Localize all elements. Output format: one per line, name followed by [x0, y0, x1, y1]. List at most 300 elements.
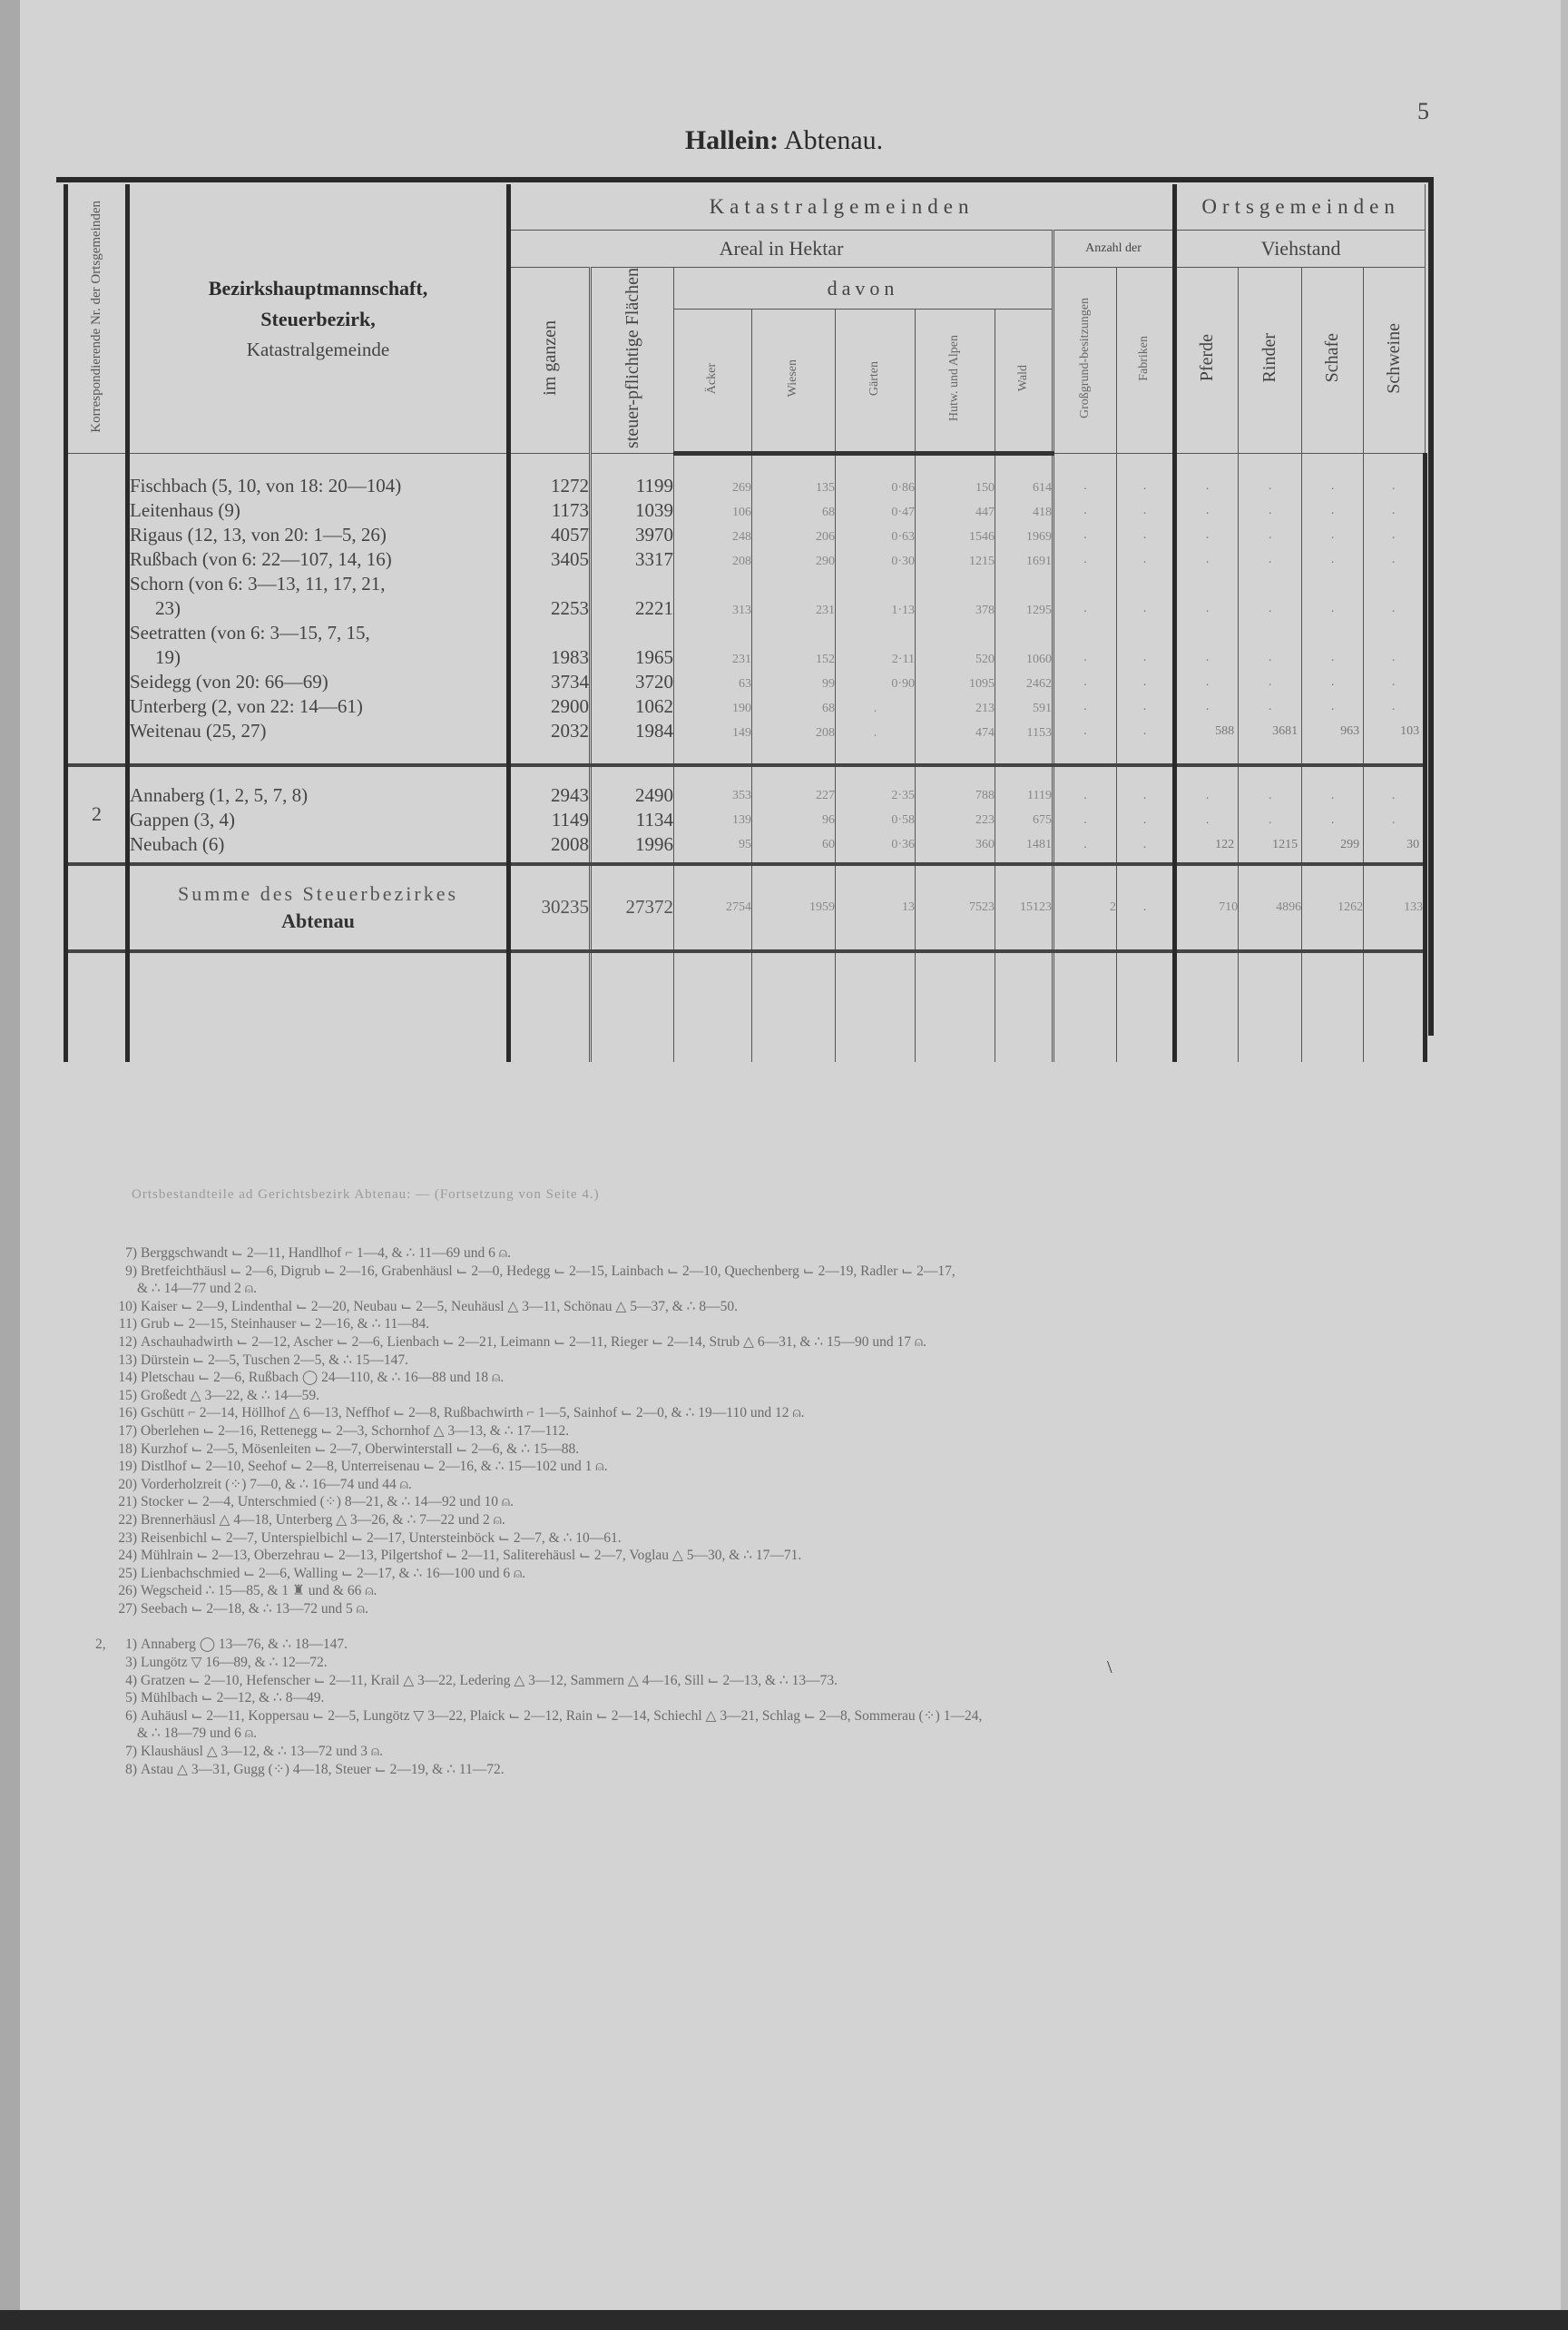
header-rinder: Rinder: [1239, 268, 1302, 454]
footnote-text: Aschauhadwirth ⌙ 2—12, Ascher ⌙ 2—6, Lienbach ⌙ 2—21, Leimann ⌙ 2—11, Rieger ⌙ 2—14, Strub △ 6—31, & ∴ 15—90 und 17 ⍝.: [141, 1333, 927, 1350]
page-number: 5: [1417, 98, 1429, 124]
summary-wald: 15123: [995, 864, 1054, 951]
cell-value: 3317: [635, 547, 673, 570]
cell-value: 2008: [551, 832, 589, 855]
summary-label: [128, 864, 509, 951]
footnote-text: Annaberg ◯ 13—76, & ∴ 18—147.: [141, 1637, 348, 1653]
cell-value: 1984: [635, 719, 673, 742]
cell-value: .: [1142, 601, 1147, 615]
footnote-line: [95, 1636, 1411, 1654]
summary-wiesen: 1959: [752, 864, 836, 951]
cell-value: 231: [816, 603, 835, 617]
footnote-text: Gratzen ⌙ 2—10, Hefenscher ⌙ 2—11, Krail △ 3—22, Ledering △ 3—12, Sammern △ 4—16, Sill ⌙ 2—13, & ∴ 13—73.: [141, 1672, 838, 1688]
header-hutweiden-alpen: Hutw. und Alpen: [916, 310, 995, 454]
cell-value: 30: [1406, 837, 1420, 851]
cell-value: 0·86: [891, 480, 915, 495]
cell-value: 3970: [635, 523, 673, 546]
cell-value: .: [1205, 699, 1210, 713]
statistics-table: [64, 184, 1427, 1062]
cell-value: .: [1142, 812, 1147, 827]
footnote-line: [95, 1369, 1411, 1387]
cell-value: .: [1083, 650, 1087, 664]
footnote-line: [95, 1582, 1411, 1600]
col-gaerten: [836, 453, 916, 765]
header-schweine: Schweine: [1364, 268, 1426, 454]
footnote-line: [95, 1458, 1411, 1476]
cell-value: 3681: [1272, 723, 1298, 738]
empty-cell: [995, 951, 1054, 1062]
cell-value: 2032: [551, 719, 589, 742]
cell-value: 1215: [969, 554, 995, 568]
footnote-number: 10): [118, 1298, 137, 1314]
cell-value: 213: [975, 701, 995, 715]
cell-value: 190: [732, 701, 751, 715]
col-wiesen: [752, 453, 836, 765]
summary-empty-cell: [66, 864, 128, 951]
cell-value: .: [1142, 723, 1147, 738]
footnote-line: [95, 1352, 1411, 1370]
cell-value: 614: [1033, 480, 1052, 495]
empty-cell: [128, 951, 509, 1062]
col-grossgrund: [1054, 453, 1117, 765]
footnote-line: [95, 1529, 1411, 1548]
footnote-text: Wegscheid ∴ 15—85, & 1 ♜ und & 66 ⍝.: [141, 1583, 377, 1599]
cell-value: .: [1268, 650, 1272, 664]
cell-value: .: [1142, 478, 1147, 493]
table-row-name: Unterberg (2, von 22: 14—61): [130, 694, 363, 717]
header-areal-in-hektar: Areal in Hektar: [509, 231, 1054, 268]
cell-value: 269: [732, 480, 751, 495]
table-row-name-cont: 23): [155, 596, 181, 619]
footnote-line: [95, 1476, 1411, 1494]
cell-value: 152: [816, 652, 835, 666]
cell-value: .: [1142, 674, 1147, 689]
footnotes-section: [95, 1187, 1411, 1778]
cell-value: 206: [816, 529, 835, 544]
summary-schafe: 1262: [1302, 864, 1364, 951]
cell-value: 135: [816, 480, 835, 495]
header-pferde: Pferde: [1175, 268, 1239, 454]
footnote-text: Auhäusl ⌙ 2—11, Koppersau ⌙ 2—5, Lungötz ▽ 3—22, Plaick ⌙ 2—12, Rain ⌙ 2—14, Schiechl △ 3—21, Schlag ⌙ 2—8, Sommerau (⁘) 1—24,: [141, 1707, 983, 1724]
footnote-line: [95, 1404, 1411, 1422]
col-wiesen: [752, 765, 836, 864]
cell-value: .: [873, 701, 877, 715]
cell-value: .: [873, 725, 877, 740]
table-row-name: Neubach (6): [130, 832, 225, 855]
cell-value: 353: [732, 788, 751, 802]
summary-rinder: 4896: [1239, 864, 1302, 951]
header-katastralgemeinden: Katastralgemeinden: [509, 184, 1175, 231]
cell-value: 0·30: [891, 554, 915, 568]
col-gaerten: [836, 765, 916, 864]
col-aecker: [674, 765, 752, 864]
header-bezirk-line1: Bezirkshauptmannschaft,: [208, 276, 428, 300]
col-schafe: [1302, 765, 1364, 864]
cell-value: .: [1391, 552, 1396, 566]
table-row-summary: [66, 864, 1426, 951]
summary-gaerten: 13: [836, 864, 916, 951]
empty-cell: [1117, 951, 1175, 1062]
footnote-line: [95, 1440, 1411, 1459]
footnote-text: Mühlrain ⌙ 2—13, Oberzehrau ⌙ 2—13, Pilgertshof ⌙ 2—11, Saliterehäusl ⌙ 2—7, Voglau △ 5—30, & ∴ 17—71.: [141, 1548, 802, 1564]
footnote-text: Stocker ⌙ 2—4, Unterschmied (⁘) 8—21, & ∴ 14—92 und 10 ⍝.: [141, 1494, 514, 1510]
footnote-number: 3): [125, 1655, 137, 1671]
page-right-edge: [1561, 0, 1568, 2330]
header-schafe: Schafe: [1302, 268, 1364, 454]
cell-value: 1272: [551, 474, 589, 496]
empty-cell: [752, 951, 836, 1062]
group-number: 2: [66, 765, 128, 864]
footnote-line: [95, 1725, 1411, 1743]
cell-value: .: [1142, 552, 1147, 566]
col-fabriken: [1117, 453, 1175, 765]
footnote-number: 18): [118, 1440, 137, 1457]
cell-value: .: [1268, 601, 1272, 615]
footnote-number: 7): [125, 1744, 137, 1760]
cell-value: 2943: [551, 783, 589, 806]
cell-value: .: [1083, 837, 1087, 851]
page-bottom-edge: [0, 2310, 1568, 2330]
header-steuerpflichtige-flaechen: steuer-pflichtige Flächen: [591, 268, 674, 454]
cell-value: 2900: [551, 694, 589, 717]
footnote-text: Großedt △ 3—22, & ∴ 14—59.: [141, 1387, 320, 1403]
footnote-number: 21): [118, 1494, 137, 1510]
cell-value: .: [1330, 478, 1335, 493]
footnote-text: Pletschau ⌙ 2—6, Rußbach ◯ 24—110, & ∴ 16—88 und 18 ⍝.: [141, 1370, 505, 1386]
footnote-group-number: 2,: [95, 1637, 106, 1653]
cell-value: 2253: [551, 596, 589, 619]
footnote-line: [95, 1422, 1411, 1440]
footnote-text: Dürstein ⌙ 2—5, Tuschen 2—5, & ∴ 15—147.: [141, 1352, 408, 1368]
cell-value: .: [1330, 650, 1335, 664]
cell-value: 1691: [1026, 554, 1052, 568]
cell-value: .: [1205, 674, 1210, 689]
cell-value: 227: [816, 788, 835, 802]
cell-value: 1060: [1026, 652, 1052, 666]
footnote-number: 15): [118, 1387, 137, 1403]
footnote-text: Distlhof ⌙ 2—10, Seehof ⌙ 2—8, Unterreisenau ⌙ 2—16, & ∴ 15—102 und 1 ⍝.: [141, 1459, 608, 1475]
footnote-line: [95, 1707, 1411, 1725]
table-row-name: Rußbach (von 6: 22—107, 14, 16): [130, 547, 392, 570]
cell-value: 299: [1340, 837, 1360, 851]
cell-value: 1199: [635, 474, 673, 496]
col-wald: [995, 453, 1054, 765]
cell-value: 106: [732, 505, 751, 519]
col-fabriken: [1117, 765, 1175, 864]
cell-value: 418: [1033, 505, 1052, 519]
footnote-number: 26): [118, 1583, 137, 1599]
cell-value: 1119: [1027, 788, 1052, 802]
empty-cell: [1239, 951, 1302, 1062]
footnote-number: 5): [125, 1690, 137, 1706]
footnote-number: 20): [118, 1476, 137, 1492]
table-empty-space: [66, 951, 1426, 1062]
cell-value: 1134: [635, 808, 673, 831]
footnote-line: [95, 1333, 1411, 1352]
cell-value: 2490: [635, 783, 673, 806]
cell-value: .: [1205, 788, 1210, 802]
footnote-line: [95, 1689, 1411, 1707]
cell-value: 149: [732, 725, 751, 740]
header-im-ganzen: im ganzen: [509, 268, 591, 454]
katastralgemeinde-names: [128, 453, 509, 765]
table-row-name-cont: 19): [155, 645, 181, 668]
footnote-line: [95, 1743, 1411, 1761]
footnote-line: [95, 1565, 1411, 1583]
cell-value: .: [1083, 788, 1087, 802]
cell-value: .: [1205, 503, 1210, 517]
cell-value: 1215: [1272, 837, 1298, 851]
cell-value: 788: [975, 788, 995, 802]
cell-value: 2462: [1026, 676, 1052, 691]
cell-value: 0·36: [891, 837, 915, 851]
cell-value: 290: [816, 554, 835, 568]
summary-pferde: 710: [1175, 864, 1239, 951]
group-number: [66, 453, 128, 765]
cell-value: 520: [975, 652, 995, 666]
empty-cell: [66, 951, 128, 1062]
cell-value: 1983: [551, 645, 589, 668]
header-ortsgemeinden: Ortsgemeinden: [1175, 184, 1426, 231]
cell-value: 223: [975, 812, 995, 827]
footnote-line: [95, 1761, 1411, 1779]
cell-value: .: [1083, 674, 1087, 689]
cell-value: 4057: [551, 523, 589, 546]
col-aecker: [674, 453, 752, 765]
page-title-bold: Hallein:: [684, 125, 779, 155]
header-viehstand: Viehstand: [1175, 231, 1426, 268]
cell-value: .: [1330, 503, 1335, 517]
empty-cell: [836, 951, 916, 1062]
footnote-line: [95, 1600, 1411, 1618]
cell-value: .: [1391, 788, 1396, 802]
footnote-line: [95, 1244, 1411, 1263]
col-steuerpflichtig: [591, 453, 674, 765]
cell-value: .: [1142, 527, 1147, 542]
cell-value: .: [1142, 503, 1147, 517]
footnote-line: [95, 1263, 1411, 1281]
cell-value: .: [1268, 699, 1272, 713]
cell-value: 0·63: [891, 529, 915, 544]
cell-value: 963: [1340, 723, 1360, 738]
header-bezirk-line3: Katastralgemeinde: [246, 338, 390, 360]
table-row-name: Leitenhaus (9): [130, 498, 240, 521]
summary-label-line1: Summe des Steuerbezirkes: [177, 881, 459, 905]
cell-value: 588: [1215, 723, 1235, 738]
footnote-number: 7): [125, 1245, 137, 1261]
cell-value: 1295: [1026, 603, 1052, 617]
cell-value: 0·90: [891, 676, 915, 691]
col-hutweiden: [916, 453, 995, 765]
cell-value: 378: [975, 603, 995, 617]
cell-value: .: [1391, 650, 1396, 664]
footnote-number: 25): [118, 1565, 137, 1581]
cell-value: .: [1142, 699, 1147, 713]
cell-value: 3734: [551, 670, 589, 693]
footnote-number: 14): [118, 1370, 137, 1386]
page-left-edge: [0, 0, 20, 2330]
cell-value: 3405: [551, 547, 589, 570]
header-wiesen: Wiesen: [752, 310, 836, 454]
table-row-name: Seetratten (von 6: 3—15, 7, 15,: [130, 621, 370, 644]
empty-cell: [591, 951, 674, 1062]
cell-value: 2·11: [891, 652, 915, 666]
cell-value: .: [1391, 601, 1396, 615]
cell-value: 0·47: [891, 505, 915, 519]
cell-value: .: [1330, 674, 1335, 689]
cell-value: 1149: [551, 808, 589, 831]
stray-mark: \: [1107, 1657, 1112, 1677]
footnote-number: 8): [125, 1761, 137, 1777]
cell-value: .: [1205, 478, 1210, 493]
cell-value: 99: [822, 676, 835, 691]
table-row-name: Annaberg (1, 2, 5, 7, 8): [130, 783, 309, 806]
col-steuerpflichtig: [591, 765, 674, 864]
footnote-line: [95, 1511, 1411, 1529]
cell-value: .: [1391, 674, 1396, 689]
cell-value: .: [1391, 699, 1396, 713]
footnote-text: Lungötz ▽ 16—89, & ∴ 12—72.: [141, 1655, 328, 1671]
cell-value: 1965: [635, 645, 673, 668]
header-davon: davon: [674, 268, 1054, 310]
cell-value: .: [1205, 527, 1210, 542]
footnote-text: Lienbachschmied ⌙ 2—6, Walling ⌙ 2—17, & ∴ 16—100 und 6 ⍝.: [141, 1565, 526, 1581]
footnote-text: Reisenbichl ⌙ 2—7, Unterspielbichl ⌙ 2—17, Untersteinböck ⌙ 2—7, & ∴ 10—61.: [141, 1529, 622, 1546]
cell-value: .: [1268, 552, 1272, 566]
footnote-text: & ∴ 18—79 und 6 ⍝.: [137, 1725, 257, 1742]
col-schafe: [1302, 453, 1364, 765]
cell-value: .: [1330, 788, 1335, 802]
cell-value: 68: [822, 505, 835, 519]
cell-value: .: [1205, 601, 1210, 615]
footnote-text: Berggschwandt ⌙ 2—11, Handlhof ⌐ 1—4, & ∴ 11—69 und 6 ⍝.: [141, 1245, 511, 1261]
cell-value: 474: [975, 725, 995, 740]
footnote-line: [95, 1672, 1411, 1690]
header-fabriken: Fabriken: [1117, 268, 1175, 454]
cell-value: 96: [822, 812, 835, 827]
cell-value: 68: [822, 701, 835, 715]
header-grossgrundbesitzungen: Großgrund-besitzungen: [1054, 268, 1117, 454]
cell-value: .: [1083, 699, 1087, 713]
cell-value: 1062: [635, 694, 673, 717]
cell-value: .: [1330, 527, 1335, 542]
cell-value: 675: [1033, 812, 1052, 827]
header-bezirk: [128, 184, 509, 453]
cell-value: 3720: [635, 670, 673, 693]
col-hutweiden: [916, 765, 995, 864]
cell-value: 248: [732, 529, 751, 544]
cell-value: .: [1142, 788, 1147, 802]
footnotes-heading: Ortsbestandteile ad Gerichtsbezirk Abtenau: — (Fortsetzung von Seite 4.): [132, 1187, 600, 1202]
cell-value: 313: [732, 603, 751, 617]
footnote-number: 11): [118, 1316, 137, 1332]
col-wald: [995, 765, 1054, 864]
summary-aecker: 2754: [674, 864, 752, 951]
cell-value: 63: [739, 676, 751, 691]
cell-value: .: [1330, 601, 1335, 615]
cell-value: .: [1083, 552, 1087, 566]
cell-value: .: [1268, 812, 1272, 827]
cell-value: .: [1268, 478, 1272, 493]
empty-cell: [1054, 951, 1117, 1062]
footnote-text: Grub ⌙ 2—15, Steinhauser ⌙ 2—16, & ∴ 11—84.: [141, 1316, 430, 1332]
summary-steuerpflichtig: 27372: [591, 864, 674, 951]
summary-fabriken: .: [1117, 864, 1175, 951]
summary-im-ganzen: 30235: [509, 864, 591, 951]
footnote-text: Kaiser ⌙ 2—9, Lindenthal ⌙ 2—20, Neubau ⌙ 2—5, Neuhäusl △ 3—11, Schönau △ 5—37, & ∴ 8—50.: [141, 1298, 738, 1314]
cell-value: .: [1330, 552, 1335, 566]
cell-value: .: [1391, 503, 1396, 517]
cell-value: 231: [732, 652, 751, 666]
cell-value: .: [1142, 837, 1147, 851]
table-group-1: [66, 453, 1426, 765]
cell-value: 1481: [1026, 837, 1052, 851]
cell-value: 1969: [1026, 529, 1052, 544]
header-gaerten: Gärten: [836, 310, 916, 454]
footnote-text: Gschütt ⌐ 2—14, Höllhof △ 6—13, Neffhof ⌙ 2—8, Rußbachwirth ⌐ 1—5, Sainhof ⌙ 2—0, & ∴ 19—110 und 12 ⍝.: [141, 1405, 805, 1421]
cell-value: 122: [1215, 837, 1235, 851]
table-group-2: [66, 765, 1426, 864]
footnote-number: 22): [118, 1511, 137, 1528]
col-rinder: [1239, 765, 1302, 864]
header-korrespondierende-nr: Korrespondierende Nr. der Ortsgemeinden: [66, 184, 128, 453]
cell-value: .: [1330, 699, 1335, 713]
summary-schweine: 133: [1364, 864, 1426, 951]
cell-value: .: [1083, 478, 1087, 493]
header-wald: Wald: [995, 310, 1054, 454]
footnote-line: [95, 1547, 1411, 1565]
summary-hutweiden: 7523: [916, 864, 995, 951]
cell-value: 2·35: [891, 788, 915, 802]
cell-value: .: [1268, 503, 1272, 517]
footnote-number: 12): [118, 1333, 137, 1350]
summary-grossgrund: 2: [1054, 864, 1117, 951]
table-row-name: Seidegg (von 20: 66—69): [130, 670, 328, 693]
cell-value: .: [1205, 812, 1210, 827]
table-row-name: Weitenau (25, 27): [130, 719, 267, 742]
empty-cell: [1302, 951, 1364, 1062]
col-im-ganzen: [509, 453, 591, 765]
cell-value: .: [1391, 527, 1396, 542]
empty-cell: [916, 951, 995, 1062]
cell-value: .: [1330, 812, 1335, 827]
footnote-text: & ∴ 14—77 und 2 ⍝.: [137, 1281, 257, 1297]
katastralgemeinde-names: [128, 765, 509, 864]
empty-cell: [509, 951, 591, 1062]
empty-cell: [674, 951, 752, 1062]
footnote-line: [95, 1315, 1411, 1333]
cell-value: .: [1268, 674, 1272, 689]
footnote-line: [95, 1280, 1411, 1298]
footnote-gap: [95, 1617, 1411, 1636]
cell-value: 60: [822, 837, 835, 851]
cell-value: 1095: [969, 676, 995, 691]
footnote-number: 4): [125, 1672, 137, 1688]
footnote-number: 13): [118, 1352, 137, 1368]
cell-value: .: [1083, 527, 1087, 542]
header-aecker: Äcker: [674, 310, 752, 454]
footnote-number: 1): [125, 1637, 137, 1653]
table-row-name: Schorn (von 6: 3—13, 11, 17, 21,: [130, 572, 386, 595]
footnote-line: [95, 1654, 1411, 1672]
footnote-text: Mühlbach ⌙ 2—12, & ∴ 8—49.: [141, 1690, 325, 1706]
cell-value: 1153: [1026, 725, 1052, 740]
cell-value: .: [1083, 601, 1087, 615]
cell-value: 1039: [635, 498, 673, 521]
col-pferde: [1175, 765, 1239, 864]
cell-value: .: [1142, 650, 1147, 664]
empty-cell: [1175, 951, 1239, 1062]
